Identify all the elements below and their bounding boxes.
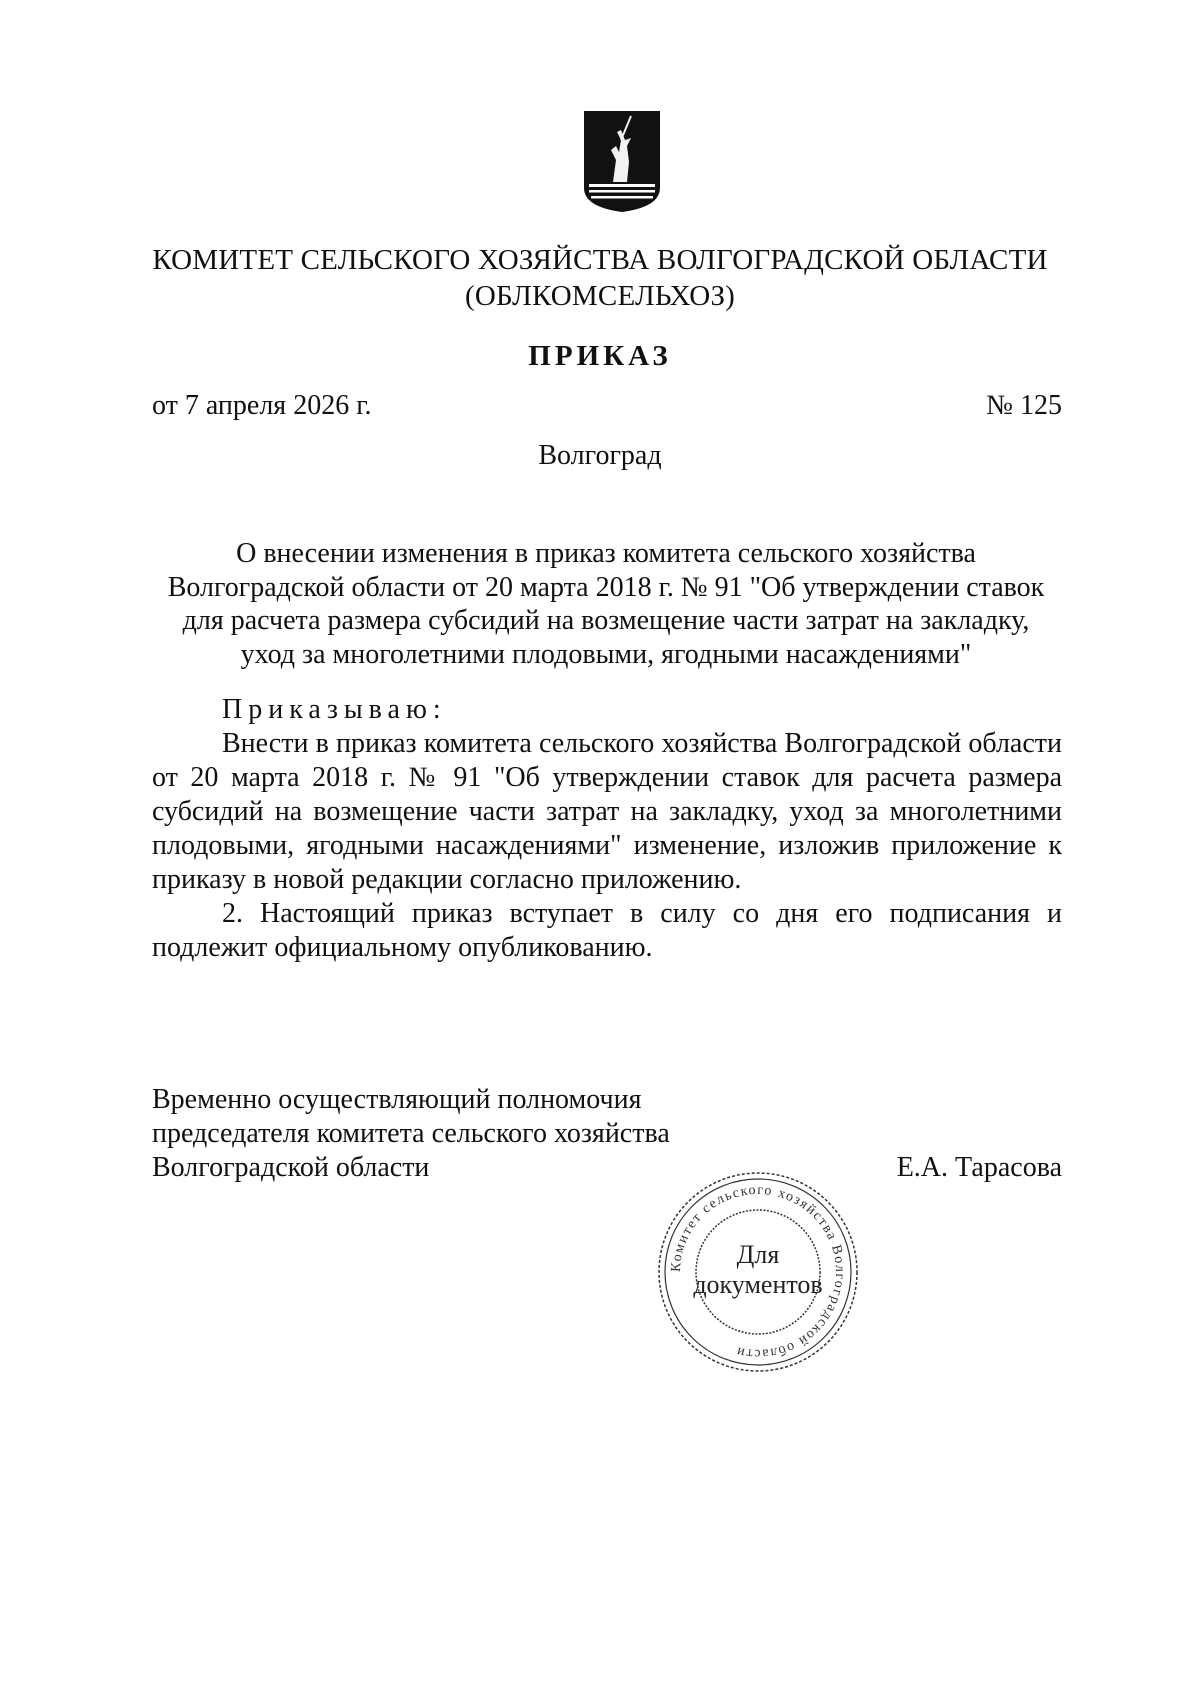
signatory-position-line: Волгоградской области bbox=[152, 1152, 430, 1183]
organization-abbreviation: (ОБЛКОМСЕЛЬХОЗ) bbox=[464, 280, 736, 312]
signatory-position bbox=[152, 1083, 712, 1185]
document-subject bbox=[150, 537, 1062, 671]
document-number: № 125 bbox=[986, 390, 1062, 421]
signatory-position-line: Временно осуществляющий полномочия bbox=[152, 1084, 642, 1115]
document-city: Волгоград bbox=[538, 440, 662, 471]
signatory-position-line: председателя комитета сельского хозяйства bbox=[152, 1118, 670, 1149]
document-date: от 7 апреля 2026 г. bbox=[152, 390, 372, 421]
organization-name-line1: КОМИТЕТ СЕЛЬСКОГО ХОЗЯЙСТВА ВОЛГОГРАДСКОЙ ОБЛАСТИ bbox=[152, 244, 1048, 276]
subject-line: О внесении изменения в приказ комитета сельского хозяйства bbox=[236, 538, 976, 569]
document-body bbox=[152, 693, 1062, 965]
stamp-center-text bbox=[656, 1240, 860, 1300]
document-type-title: ПРИКАЗ bbox=[528, 340, 672, 372]
subject-line: Волгоградской области от 20 марта 2018 г. № 91 "Об утверждении ставок bbox=[167, 571, 1045, 603]
stamp-center-line: документов bbox=[693, 1270, 823, 1299]
stamp-center-line: Для bbox=[736, 1240, 780, 1269]
stamp-ring-text: Комитет сельского хозяйства Волгоградской области bbox=[668, 1182, 848, 1362]
signatory-name: Е.А. Тарасова bbox=[896, 1152, 1062, 1183]
subject-line: уход за многолетними плодовыми, ягодными насаждениями" bbox=[240, 638, 972, 670]
subject-line: для расчета размера субсидий на возмещение части затрат на закладку, bbox=[182, 605, 1030, 636]
coat-of-arms-emblem bbox=[583, 110, 661, 213]
body-paragraph-2: 2. Настоящий приказ вступает в силу со дня его подписания и подлежит официальному опубликованию. bbox=[152, 898, 1062, 963]
order-word: Приказываю: bbox=[222, 694, 447, 725]
body-paragraph-1: Внести в приказ комитета сельского хозяйства Волгоградской области от 20 марта 2018 г. № 91 "Об утверждении ставок для расчета размера субсидий на возмещение части затрат на закладку, уход за многолетними плодовыми, ягодными насаждениями" изменение, изложив приложение к приказу в новой редакции согласно приложению. bbox=[152, 728, 1062, 895]
organization-name bbox=[120, 242, 1080, 314]
